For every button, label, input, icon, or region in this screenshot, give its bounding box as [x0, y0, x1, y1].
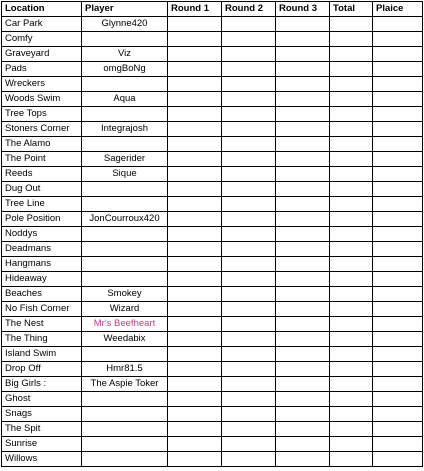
- table-row: [2, 92, 423, 107]
- round-2-cell: [222, 17, 276, 32]
- plaice-cell: [373, 92, 423, 107]
- table-row: [2, 437, 423, 452]
- player-cell: JonCourroux420: [82, 212, 168, 227]
- table-row: [2, 362, 423, 377]
- total-cell: [330, 347, 373, 362]
- round-3-cell: [276, 317, 330, 332]
- table-row: [2, 452, 423, 467]
- round-3-cell: [276, 17, 330, 32]
- location-cell: Graveyard: [2, 47, 82, 62]
- round-1-cell: [168, 62, 222, 77]
- total-cell: [330, 392, 373, 407]
- plaice-cell: [373, 422, 423, 437]
- round-3-cell: [276, 377, 330, 392]
- total-cell: [330, 437, 373, 452]
- round-2-cell: [222, 137, 276, 152]
- round-3-cell: [276, 347, 330, 362]
- round-2-cell: [222, 242, 276, 257]
- location-cell: The Alamo: [2, 137, 82, 152]
- round-3-cell: [276, 167, 330, 182]
- round-1-cell: [168, 377, 222, 392]
- round-3-cell: [276, 437, 330, 452]
- round-1-cell: [168, 362, 222, 377]
- plaice-cell: [373, 272, 423, 287]
- table-row: [2, 272, 423, 287]
- player-cell: Aqua: [82, 92, 168, 107]
- location-cell: Stoners Corner: [2, 122, 82, 137]
- plaice-cell: [373, 107, 423, 122]
- round-3-cell: [276, 392, 330, 407]
- location-cell: Comfy: [2, 32, 82, 47]
- table-row: [2, 242, 423, 257]
- total-cell: [330, 182, 373, 197]
- location-cell: Hideaway: [2, 272, 82, 287]
- round-1-cell: [168, 212, 222, 227]
- table-row: [2, 167, 423, 182]
- header-row: [2, 2, 423, 17]
- round-2-cell: [222, 152, 276, 167]
- player-cell: [82, 452, 168, 467]
- round-2-cell: [222, 122, 276, 137]
- location-cell: Pads: [2, 62, 82, 77]
- plaice-cell: [373, 242, 423, 257]
- total-cell: [330, 332, 373, 347]
- round-2-cell: [222, 182, 276, 197]
- round-2-cell: [222, 257, 276, 272]
- player-cell: Viz: [82, 47, 168, 62]
- round-1-cell: [168, 422, 222, 437]
- player-cell: [82, 107, 168, 122]
- plaice-cell: [373, 17, 423, 32]
- plaice-cell: [373, 47, 423, 62]
- round-2-cell: [222, 47, 276, 62]
- location-cell: Pole Position: [2, 212, 82, 227]
- round-3-cell: [276, 62, 330, 77]
- round-1-cell: [168, 287, 222, 302]
- total-cell: [330, 227, 373, 242]
- plaice-cell: [373, 377, 423, 392]
- total-cell: [330, 137, 373, 152]
- total-cell: [330, 47, 373, 62]
- plaice-cell: [373, 362, 423, 377]
- player-cell: Integrajosh: [82, 122, 168, 137]
- location-cell: Dug Out: [2, 182, 82, 197]
- round-2-cell: [222, 392, 276, 407]
- plaice-cell: [373, 347, 423, 362]
- player-cell: The Aspie Toker: [82, 377, 168, 392]
- total-cell: [330, 107, 373, 122]
- player-cell: Mr's Beefheart: [82, 317, 168, 332]
- round-3-cell: [276, 197, 330, 212]
- round-1-cell: [168, 302, 222, 317]
- player-cell: Glynne420: [82, 17, 168, 32]
- player-cell: omgBoNg: [82, 62, 168, 77]
- player-cell: Wizard: [82, 302, 168, 317]
- total-cell: [330, 212, 373, 227]
- total-cell: [330, 452, 373, 467]
- table-row: [2, 17, 423, 32]
- round-3-cell: [276, 137, 330, 152]
- location-cell: No Fish Corner: [2, 302, 82, 317]
- round-1-cell: [168, 92, 222, 107]
- total-cell: [330, 362, 373, 377]
- round-3-cell: [276, 107, 330, 122]
- round-1-cell: [168, 317, 222, 332]
- round-3-cell: [276, 47, 330, 62]
- total-cell: [330, 407, 373, 422]
- round-3-cell: [276, 452, 330, 467]
- round-2-cell: [222, 272, 276, 287]
- round-2-cell: [222, 287, 276, 302]
- total-cell: [330, 122, 373, 137]
- header-round-2: Round 2: [222, 2, 276, 17]
- round-1-cell: [168, 32, 222, 47]
- player-cell: Hmr81.5: [82, 362, 168, 377]
- player-cell: [82, 242, 168, 257]
- round-1-cell: [168, 437, 222, 452]
- round-1-cell: [168, 392, 222, 407]
- round-2-cell: [222, 302, 276, 317]
- table-row: [2, 122, 423, 137]
- plaice-cell: [373, 407, 423, 422]
- round-2-cell: [222, 212, 276, 227]
- round-1-cell: [168, 227, 222, 242]
- location-cell: Snags: [2, 407, 82, 422]
- round-2-cell: [222, 227, 276, 242]
- player-cell: Weedabix: [82, 332, 168, 347]
- round-1-cell: [168, 77, 222, 92]
- player-cell: [82, 182, 168, 197]
- total-cell: [330, 62, 373, 77]
- plaice-cell: [373, 77, 423, 92]
- table-row: [2, 62, 423, 77]
- round-2-cell: [222, 62, 276, 77]
- round-1-cell: [168, 452, 222, 467]
- round-3-cell: [276, 422, 330, 437]
- plaice-cell: [373, 452, 423, 467]
- plaice-cell: [373, 62, 423, 77]
- player-cell: [82, 407, 168, 422]
- header-player: Player: [82, 2, 168, 17]
- player-cell: Sique: [82, 167, 168, 182]
- round-2-cell: [222, 77, 276, 92]
- round-1-cell: [168, 152, 222, 167]
- location-cell: Sunrise: [2, 437, 82, 452]
- round-2-cell: [222, 332, 276, 347]
- total-cell: [330, 377, 373, 392]
- plaice-cell: [373, 302, 423, 317]
- player-cell: [82, 227, 168, 242]
- round-3-cell: [276, 272, 330, 287]
- round-2-cell: [222, 197, 276, 212]
- table-row: [2, 377, 423, 392]
- round-1-cell: [168, 167, 222, 182]
- location-cell: Car Park: [2, 17, 82, 32]
- round-1-cell: [168, 407, 222, 422]
- round-3-cell: [276, 92, 330, 107]
- plaice-cell: [373, 287, 423, 302]
- round-2-cell: [222, 422, 276, 437]
- table-row: [2, 32, 423, 47]
- player-cell: [82, 137, 168, 152]
- table-row: [2, 137, 423, 152]
- round-2-cell: [222, 32, 276, 47]
- round-1-cell: [168, 347, 222, 362]
- round-3-cell: [276, 182, 330, 197]
- table-row: [2, 77, 423, 92]
- total-cell: [330, 167, 373, 182]
- total-cell: [330, 32, 373, 47]
- player-cell: [82, 32, 168, 47]
- round-3-cell: [276, 287, 330, 302]
- header-plaice: Plaice: [373, 2, 423, 17]
- round-2-cell: [222, 437, 276, 452]
- fishing-swim-table: [1, 1, 423, 467]
- total-cell: [330, 287, 373, 302]
- location-cell: The Spit: [2, 422, 82, 437]
- player-cell: [82, 77, 168, 92]
- round-2-cell: [222, 407, 276, 422]
- round-2-cell: [222, 347, 276, 362]
- table-row: [2, 407, 423, 422]
- plaice-cell: [373, 32, 423, 47]
- round-3-cell: [276, 362, 330, 377]
- total-cell: [330, 272, 373, 287]
- round-3-cell: [276, 407, 330, 422]
- location-cell: Ghost: [2, 392, 82, 407]
- round-2-cell: [222, 317, 276, 332]
- round-1-cell: [168, 122, 222, 137]
- header-total: Total: [330, 2, 373, 17]
- round-1-cell: [168, 17, 222, 32]
- location-cell: The Point: [2, 152, 82, 167]
- player-cell: Smokey: [82, 287, 168, 302]
- table-row: [2, 392, 423, 407]
- player-cell: [82, 257, 168, 272]
- total-cell: [330, 92, 373, 107]
- round-1-cell: [168, 47, 222, 62]
- table-row: [2, 317, 423, 332]
- table-row: [2, 152, 423, 167]
- plaice-cell: [373, 212, 423, 227]
- total-cell: [330, 17, 373, 32]
- total-cell: [330, 257, 373, 272]
- location-cell: Noddys: [2, 227, 82, 242]
- location-cell: Wreckers: [2, 77, 82, 92]
- location-cell: The Nest: [2, 317, 82, 332]
- table-row: [2, 287, 423, 302]
- plaice-cell: [373, 197, 423, 212]
- plaice-cell: [373, 137, 423, 152]
- header-location: Location: [2, 2, 82, 17]
- table-row: [2, 212, 423, 227]
- location-cell: Island Swim: [2, 347, 82, 362]
- round-3-cell: [276, 242, 330, 257]
- round-2-cell: [222, 452, 276, 467]
- round-2-cell: [222, 92, 276, 107]
- total-cell: [330, 317, 373, 332]
- player-cell: Sagerider: [82, 152, 168, 167]
- plaice-cell: [373, 122, 423, 137]
- header-round-3: Round 3: [276, 2, 330, 17]
- table-row: [2, 347, 423, 362]
- total-cell: [330, 152, 373, 167]
- table-row: [2, 332, 423, 347]
- location-cell: Woods Swim: [2, 92, 82, 107]
- round-3-cell: [276, 32, 330, 47]
- round-1-cell: [168, 242, 222, 257]
- plaice-cell: [373, 392, 423, 407]
- location-cell: Reeds: [2, 167, 82, 182]
- total-cell: [330, 242, 373, 257]
- round-2-cell: [222, 167, 276, 182]
- round-1-cell: [168, 137, 222, 152]
- round-3-cell: [276, 212, 330, 227]
- round-3-cell: [276, 332, 330, 347]
- round-2-cell: [222, 377, 276, 392]
- table-row: [2, 182, 423, 197]
- location-cell: Tree Line: [2, 197, 82, 212]
- round-3-cell: [276, 227, 330, 242]
- plaice-cell: [373, 317, 423, 332]
- plaice-cell: [373, 182, 423, 197]
- plaice-cell: [373, 227, 423, 242]
- round-1-cell: [168, 272, 222, 287]
- player-cell: [82, 197, 168, 212]
- table-row: [2, 227, 423, 242]
- location-cell: Drop Off: [2, 362, 82, 377]
- round-3-cell: [276, 257, 330, 272]
- round-3-cell: [276, 152, 330, 167]
- location-cell: Beaches: [2, 287, 82, 302]
- round-1-cell: [168, 257, 222, 272]
- table-row: [2, 47, 423, 62]
- location-cell: The Thing: [2, 332, 82, 347]
- table-row: [2, 302, 423, 317]
- table-row: [2, 257, 423, 272]
- plaice-cell: [373, 437, 423, 452]
- round-2-cell: [222, 107, 276, 122]
- round-3-cell: [276, 77, 330, 92]
- total-cell: [330, 302, 373, 317]
- round-1-cell: [168, 332, 222, 347]
- plaice-cell: [373, 152, 423, 167]
- table-body: [2, 17, 423, 467]
- total-cell: [330, 197, 373, 212]
- plaice-cell: [373, 167, 423, 182]
- total-cell: [330, 422, 373, 437]
- header-round-1: Round 1: [168, 2, 222, 17]
- round-1-cell: [168, 182, 222, 197]
- round-3-cell: [276, 302, 330, 317]
- table-row: [2, 107, 423, 122]
- table-row: [2, 197, 423, 212]
- player-cell: [82, 422, 168, 437]
- table-row: [2, 422, 423, 437]
- player-cell: [82, 437, 168, 452]
- player-cell: [82, 347, 168, 362]
- plaice-cell: [373, 257, 423, 272]
- round-3-cell: [276, 122, 330, 137]
- location-cell: Willows: [2, 452, 82, 467]
- player-cell: [82, 272, 168, 287]
- round-2-cell: [222, 362, 276, 377]
- total-cell: [330, 77, 373, 92]
- location-cell: Tree Tops: [2, 107, 82, 122]
- location-cell: Big Girls :: [2, 377, 82, 392]
- round-1-cell: [168, 107, 222, 122]
- location-cell: Hangmans: [2, 257, 82, 272]
- player-cell: [82, 392, 168, 407]
- location-cell: Deadmans: [2, 242, 82, 257]
- plaice-cell: [373, 332, 423, 347]
- round-1-cell: [168, 197, 222, 212]
